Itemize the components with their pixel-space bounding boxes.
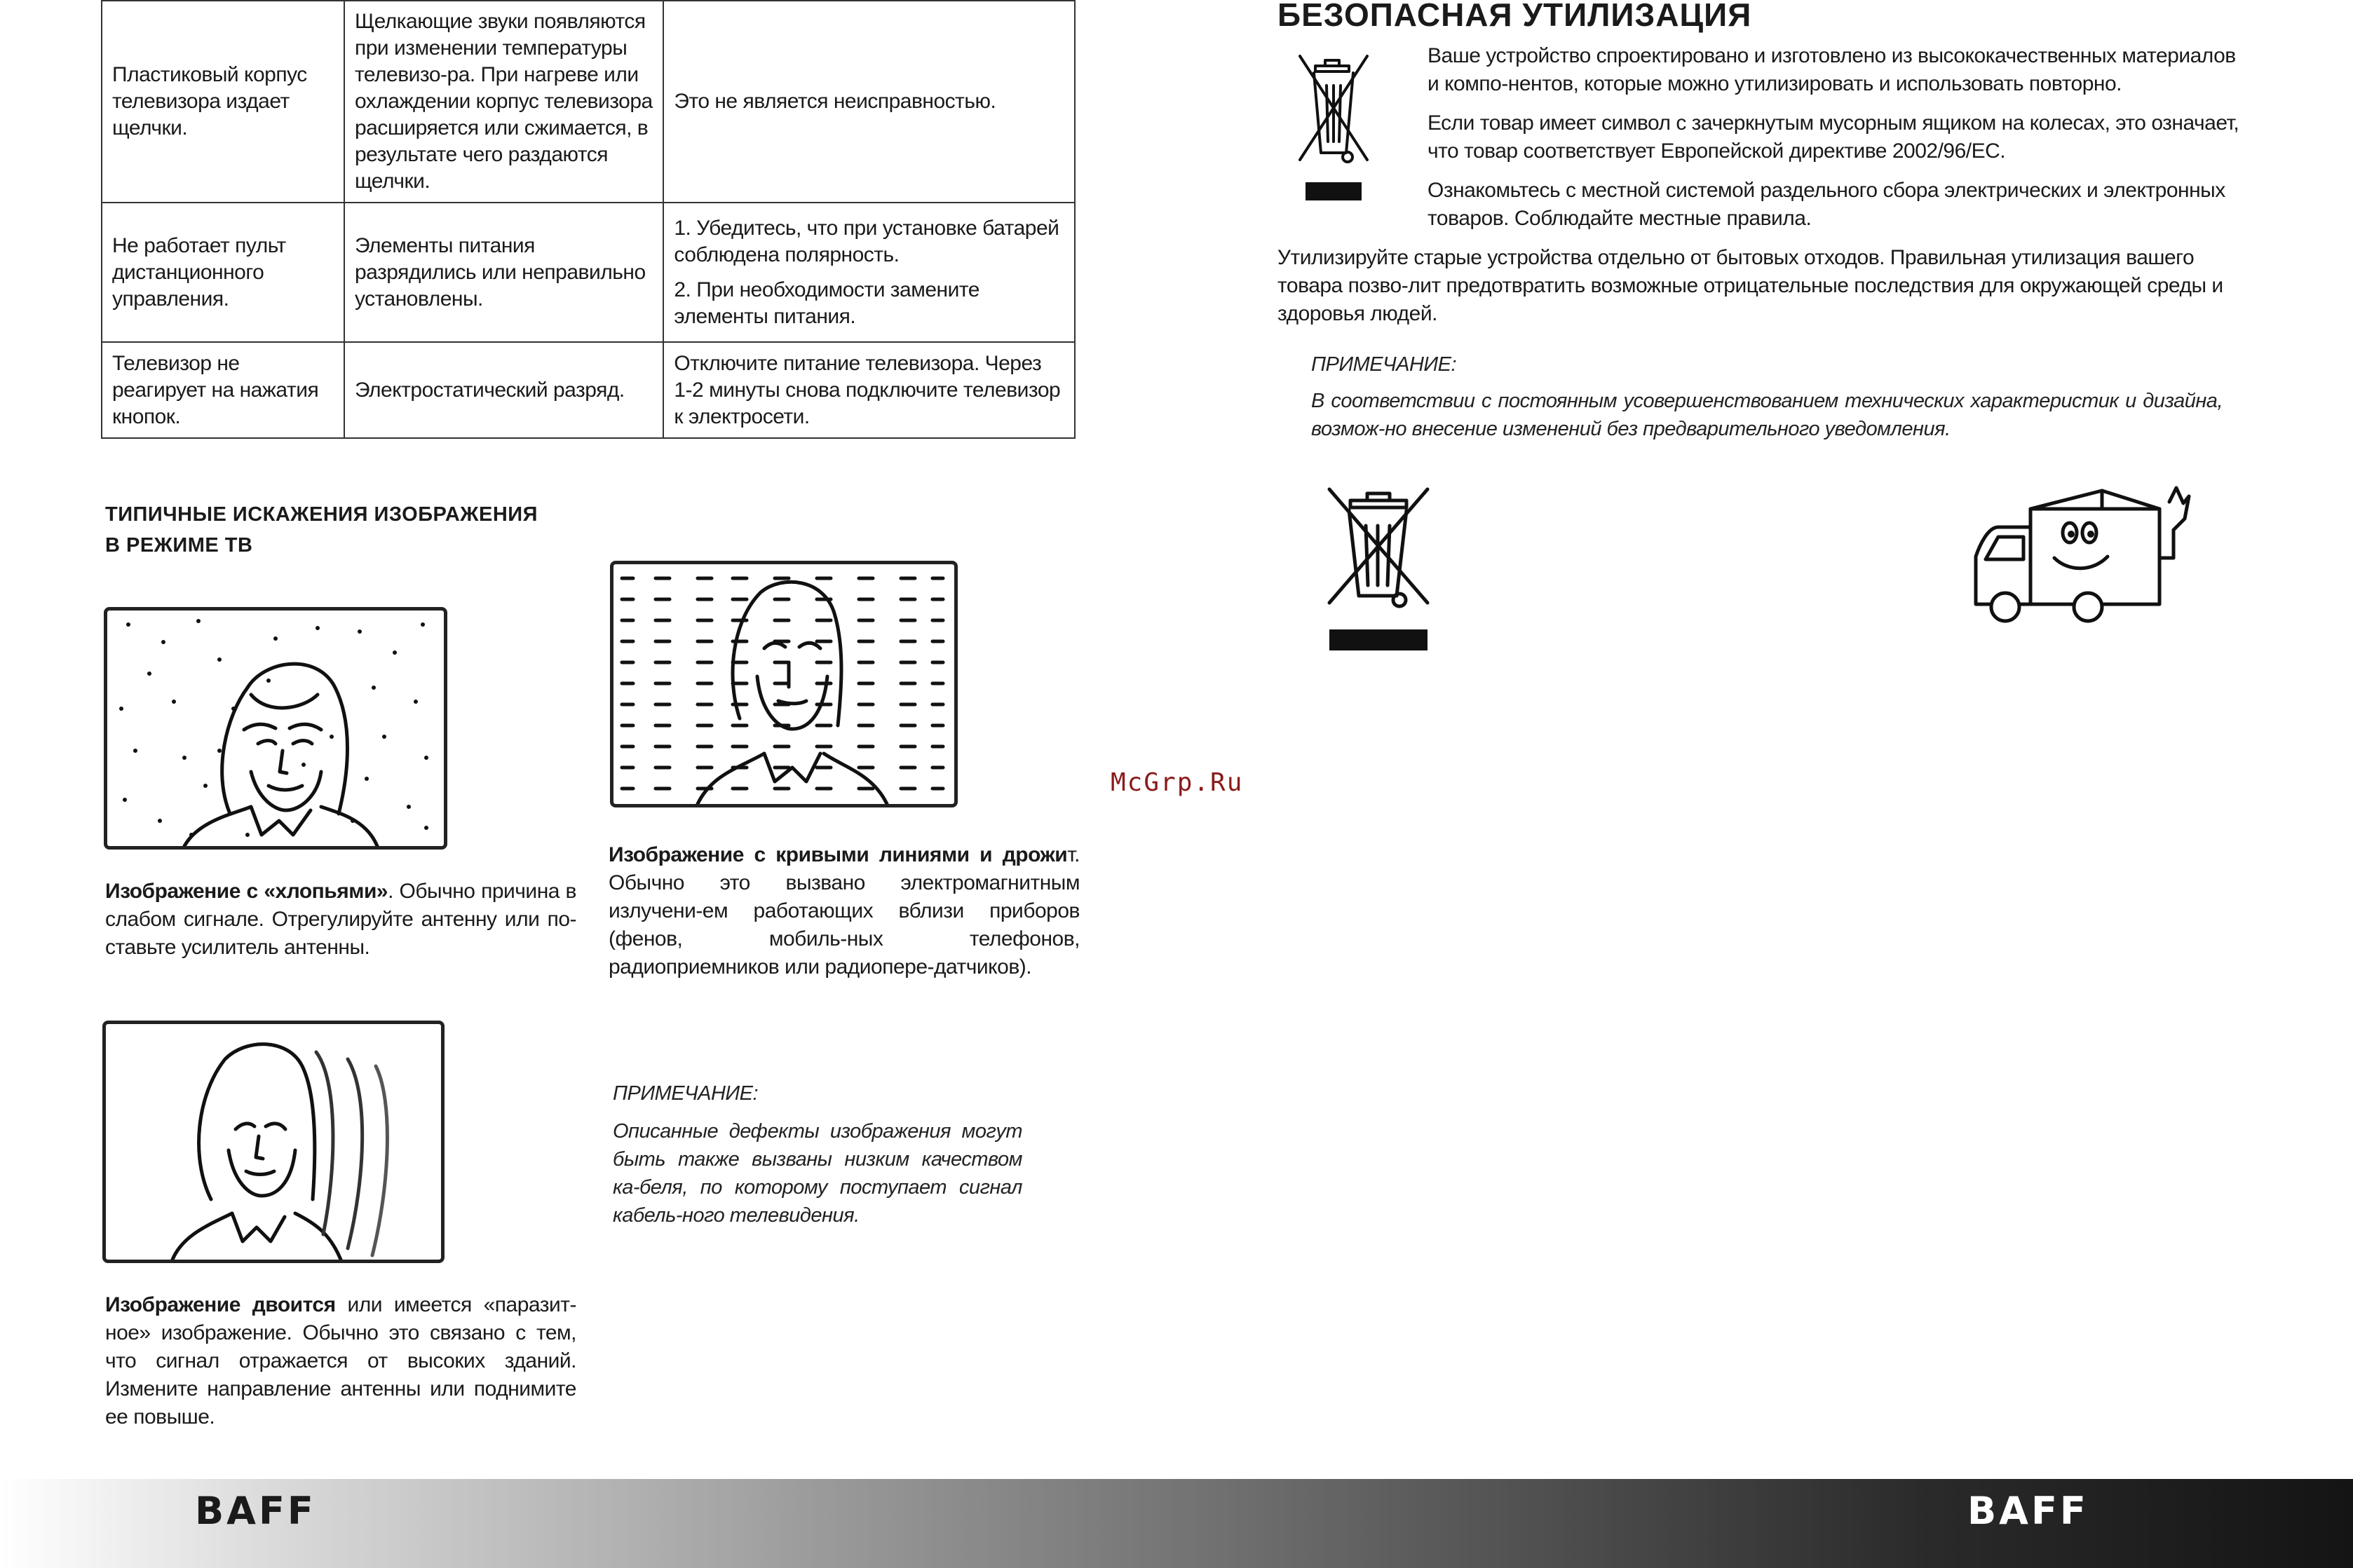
distortions-heading: ТИПИЧНЫЕ ИСКАЖЕНИЯ ИЗОБРАЖЕНИЯ В РЕЖИМЕ ТВ bbox=[105, 503, 538, 557]
crossed-bin-icon bbox=[1294, 50, 1373, 205]
disposal-note: ПРИМЕЧАНИЕ: В соответствии с постоянным усовершенствованием технических характеристик и дизайна, возмож-но внесение изменений без предварительного уведомления. bbox=[1311, 353, 2223, 440]
disposal-p2: Если товар имеет символ с зачеркнутым мусорным ящиком на колесах, это означает, что товар соответствует Европейской директиве 2002/96/ЕС. bbox=[1428, 111, 2239, 163]
crossed-bin-icon bbox=[1324, 484, 1433, 655]
table-row bbox=[102, 203, 1075, 342]
problem-cell: Телевизор не реагирует на нажатия кнопок. bbox=[102, 342, 344, 438]
distortions-note: ПРИМЕЧАНИЕ: Описанные дефекты изображения могут быть также вызваны низким качеством ка-беля, по которому поступает сигнал кабель-ного телевидения. bbox=[613, 1082, 1022, 1227]
brand-logo-left: BAFF bbox=[195, 1489, 316, 1533]
face-lines-illustration bbox=[613, 564, 954, 804]
troubleshooting-table bbox=[101, 0, 1076, 439]
cause-cell: Элементы питания разрядились или неправильно установлены. bbox=[344, 203, 663, 342]
table-row bbox=[102, 1, 1075, 203]
problem-cell: Не работает пульт дистанционного управления. bbox=[102, 203, 344, 342]
ghost-distortion-image bbox=[102, 1021, 445, 1263]
ghost-caption: Изображение двоится или имеется «паразит-ное» изображение. Обычно это связано с тем, что сигнал отражается от высоких зданий. Измените направление антенны или поднимите ее повыше. bbox=[105, 1293, 576, 1429]
solution-cell: Отключите питание телевизора. Через 1-2 минуты снова подключите телевизор к электросети. bbox=[663, 342, 1075, 438]
delivery-truck-icon bbox=[1970, 481, 2195, 632]
lines-caption: Изображение с кривыми линиями и дрожит. Обычно это вызвано электромагнитным излучени-ем работающих вблизи приборов (фенов, мобиль-ных телефонов, радиоприемников или радиопере-датчиков). bbox=[609, 843, 1080, 979]
disposal-heading: БЕЗОПАСНАЯ УТИЛИЗАЦИЯ bbox=[1277, 0, 1752, 33]
watermark: McGrp.Ru bbox=[1111, 768, 1244, 797]
snow-caption: Изображение с «хлопьями». Обычно причина в слабом сигнале. Отрегулируйте антенну или по-ставьте усилитель антенны. bbox=[105, 880, 576, 959]
disposal-p1: Ваше устройство спроектировано и изготовлено из высококачественных материалов и компо-нентов, которые можно утилизировать и использовать повторно. bbox=[1428, 44, 2236, 95]
solution-cell: 1. Убедитесь, что при установке батарей соблюдена полярность. 2. При необходимости замените элементы питания. bbox=[663, 203, 1075, 342]
disposal-p3: Ознакомьтесь с местной системой раздельного сбора электрических и электронных товаров. Соблюдайте местные правила. bbox=[1428, 179, 2225, 230]
face-snow-illustration bbox=[107, 611, 444, 846]
solution-cell: Это не является неисправностью. bbox=[663, 1, 1075, 203]
table-row bbox=[102, 342, 1075, 438]
brand-logo-right: BAFF bbox=[1967, 1489, 2089, 1533]
cause-cell: Электростатический разряд. bbox=[344, 342, 663, 438]
snow-distortion-image bbox=[104, 607, 447, 850]
problem-cell: Пластиковый корпус телевизора издает щелчки. bbox=[102, 1, 344, 203]
cause-cell: Щелкающие звуки появляются при изменении температуры телевизо-ра. При нагреве или охлаждении корпус телевизора расширяется или сжимается, в результате чего раздаются щелчки. bbox=[344, 1, 663, 203]
disposal-p4: Утилизируйте старые устройства отдельно от бытовых отходов. Правильная утилизация вашего товара позво-лит предотвратить возможные отрицательные последствия для окружающей среды и здоровья людей. bbox=[1277, 246, 2223, 325]
lines-distortion-image bbox=[610, 561, 958, 807]
face-ghost-illustration bbox=[106, 1024, 441, 1260]
